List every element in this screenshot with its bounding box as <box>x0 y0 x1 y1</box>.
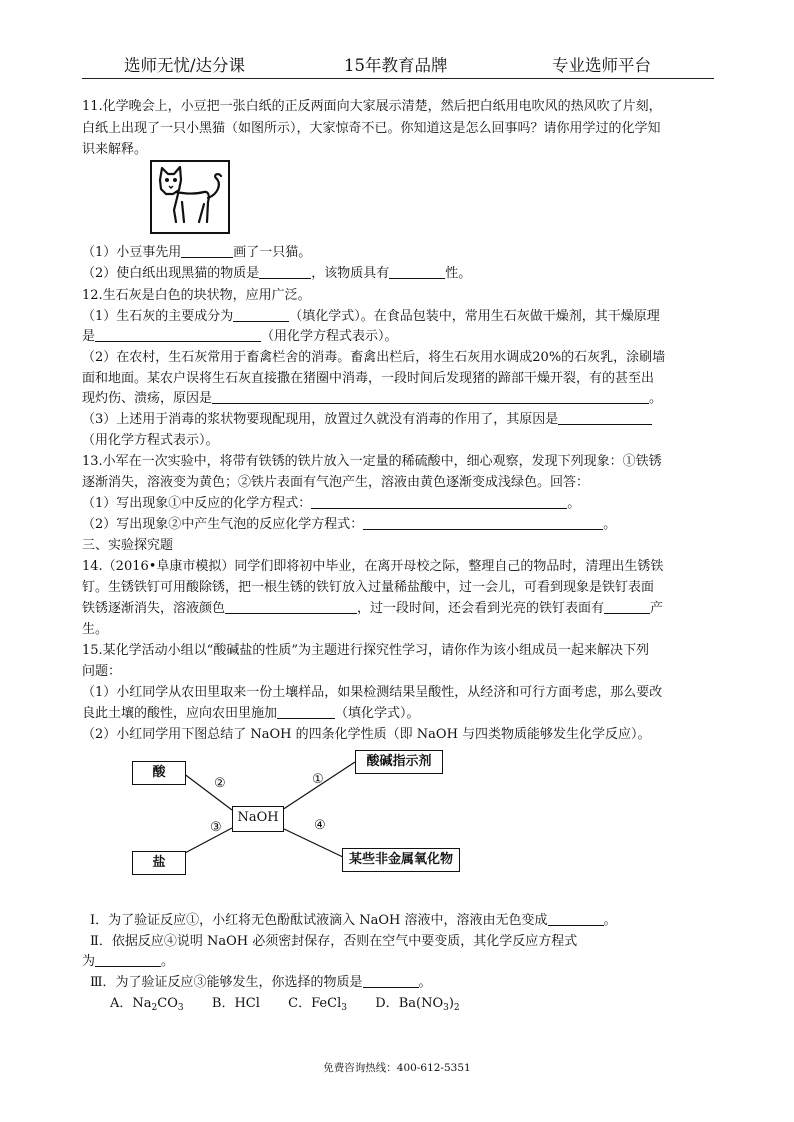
node-indicator: 酸碱指示剂 <box>355 750 443 774</box>
q11-stem-1: 11.化学晚会上，小豆把一张白纸的正反两面向大家展示清楚，然后把白纸用电吹风的热风吹了片刻， <box>82 99 662 114</box>
q15-line-1: 15.某化学活动小组以“酸碱盐的性质”为主题进行探究性学习，请你作为该小组成员一起来解决下列 <box>82 643 649 658</box>
q14-line-4: 生。 <box>82 622 109 637</box>
answer-blank[interactable] <box>363 974 419 988</box>
option-d[interactable]: D．$Ba(NO_3)_2$ <box>375 996 460 1013</box>
q11-part-1: （1）小豆事先用 画了一只猫。 <box>82 245 312 260</box>
answer-blank[interactable] <box>389 265 445 279</box>
q15-subq-ii-b: 为 。 <box>82 954 175 969</box>
footer-hotline: 免费咨询热线：400-612-5351 <box>323 1062 471 1074</box>
label-4: ④ <box>314 818 326 833</box>
header-right: 专业选师平台 <box>552 56 651 75</box>
answer-blank[interactable] <box>181 244 233 258</box>
q15-line-2: 问题： <box>82 664 122 679</box>
q14-line-1: 14.（2016•阜康市模拟）同学们即将初中毕业，在离开母校之际，整理自己的物品时，清理出生锈铁 <box>82 559 664 574</box>
q12-part-3a: （3）上述用于消毒的浆状物要现配现用，放置过久就没有消毒的作用了，其原因是 <box>82 411 652 429</box>
option-b[interactable]: B．HCl <box>211 996 260 1011</box>
answer-blank[interactable] <box>311 495 567 509</box>
q12-part-1a: （1）生石灰的主要成分为 （填化学式）。在食品包装中，常用生石灰做干燥剂，其干燥原理 <box>82 309 660 324</box>
option-a[interactable]: A．$Na_2CO_3$ <box>110 996 184 1013</box>
answer-blank[interactable] <box>95 953 161 967</box>
q13-part-2: （2）写出现象②中产生气泡的反应化学方程式： 。 <box>82 517 617 532</box>
q13-part-1: （1）写出现象①中反应的化学方程式： 。 <box>82 496 581 511</box>
answer-blank[interactable] <box>233 308 289 322</box>
header-left: 选师无忧/达分课 <box>124 56 246 75</box>
q15-part-2: （2）小红同学用下图总结了 NaOH 的四条化学性质（即 NaOH 与四类物质能够发生化学反应）。 <box>82 727 651 742</box>
q12-part-2c: 现灼伤、溃疡，原因是 。 <box>82 391 663 406</box>
black-cat-figure <box>150 160 230 234</box>
node-acid: 酸 <box>132 761 186 785</box>
q15-subq-i: Ⅰ．为了验证反应①，小红将无色酚酞试液滴入 NaOH 溶液中，溶液由无色变成 。 <box>90 913 617 928</box>
q12-part-1b: 是 （用化学方程式表示）。 <box>82 329 398 344</box>
answer-blank[interactable] <box>225 600 357 614</box>
label-2: ② <box>214 776 226 791</box>
q13-stem-2: 逐渐消失，溶液变为黄色；②铁片表面有气泡产生，溶液由黄色逐渐变成浅绿色。回答： <box>82 475 590 490</box>
answer-blank[interactable] <box>95 328 261 342</box>
q11-part-2: （2）使白纸出现黑猫的物质是 ，该物质具有 性。 <box>82 266 472 281</box>
q11-stem-2: 白纸上出现了一只小黑猫（如图所示），大家惊奇不已。你知道这是怎么回事吗？请你用学过的化学知 <box>82 121 661 136</box>
answer-blank[interactable] <box>363 516 603 530</box>
answer-blank[interactable] <box>259 265 311 279</box>
node-nonmetal-oxide: 某些非金属氧化物 <box>342 848 460 872</box>
option-c[interactable]: C．FeCl$_3$ <box>288 996 347 1013</box>
q12-part-2a: （2）在农村，生石灰常用于畜禽栏舍的消毒。畜禽出栏后，将生石灰用水调成20%的石灰乳，涂刷墙 <box>82 350 666 365</box>
header-center: 15年教育品牌 <box>344 56 448 75</box>
answer-blank[interactable] <box>558 411 652 425</box>
label-1: ① <box>312 772 324 787</box>
q14-line-2: 钉。生锈铁钉可用酸除锈，把一根生锈的铁钉放入过量稀盐酸中，过一会儿，可看到现象是铁钉表面 <box>82 580 655 595</box>
q13-stem-1: 13.小军在一次实验中，将带有铁锈的铁片放入一定量的稀硫酸中，细心观察，发现下列现象：①铁锈 <box>82 454 662 469</box>
q12-stem: 12.生石灰是白色的块状物，应用广泛。 <box>82 288 311 303</box>
q15-part-1a: （1）小红同学从农田里取来一份土壤样品，如果检测结果呈酸性，从经济和可行方面考虑，那么要改 <box>82 685 663 700</box>
q15-subq-ii-a: Ⅱ．依据反应④说明 NaOH 必须密封保存，否则在空气中要变质，其化学反应方程式 <box>90 934 578 949</box>
q11-stem-3: 识来解释。 <box>82 142 148 157</box>
naoh-properties-diagram <box>130 748 460 876</box>
answer-blank[interactable] <box>212 390 649 404</box>
q15-part-1b: 良此土壤的酸性，应向农田里施加 （填化学式）。 <box>82 706 420 721</box>
node-salt: 盐 <box>132 851 186 875</box>
answer-blank[interactable] <box>548 912 604 926</box>
section-title: 三、实验探究题 <box>82 538 174 553</box>
label-3: ③ <box>210 820 222 835</box>
page-header <box>82 48 714 79</box>
q12-part-2b: 面和地面。某农户误将生石灰直接撒在猪圈中消毒，一段时间后发现猪的蹄部干燥开裂，有的甚至出 <box>82 371 655 386</box>
q15-subq-iii: Ⅲ．为了验证反应③能够发生，你选择的物质是 。 <box>90 975 432 990</box>
q14-line-3: 铁锈逐渐消失，溶液颜色 ，过一段时间，还会看到光亮的铁钉表面有 产 <box>82 601 664 616</box>
q12-part-3b: （用化学方程式表示）。 <box>82 433 219 448</box>
answer-blank[interactable] <box>277 705 335 719</box>
q15-options <box>110 995 460 1017</box>
node-naoh: NaOH <box>232 806 284 832</box>
answer-blank[interactable] <box>604 600 650 614</box>
